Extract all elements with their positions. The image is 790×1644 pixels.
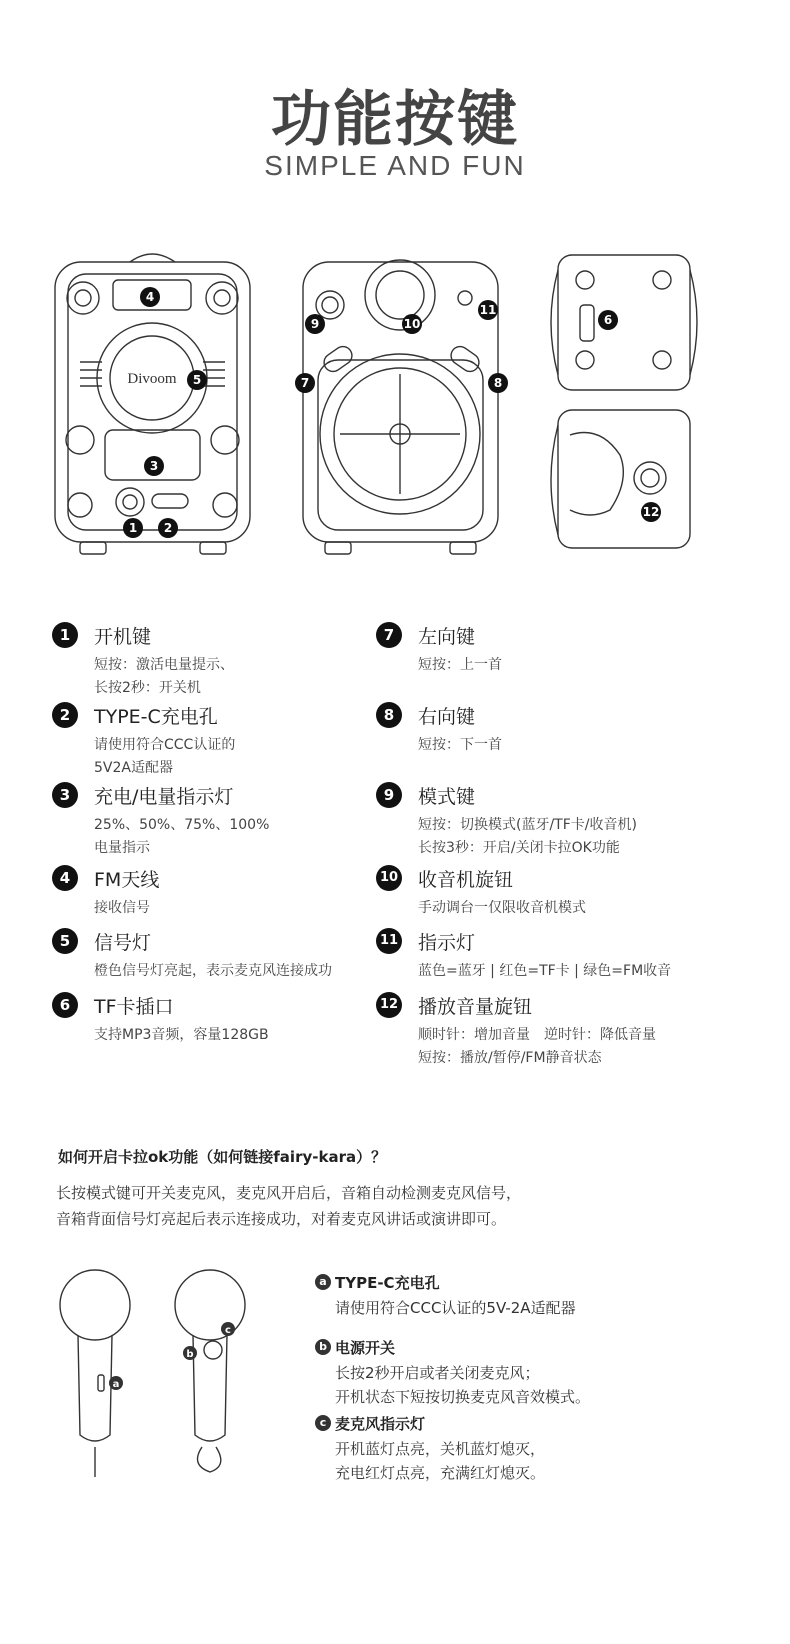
feature-desc: 蓝色=蓝牙 | 红色=TF卡 | 绿色=FM收音 [418, 963, 672, 979]
feature-desc: 手动调台一仅限收音机模式 [418, 900, 586, 916]
feature-title: TYPE-C充电孔 [94, 706, 218, 728]
feature-desc: 短按：下一首 [418, 737, 502, 753]
feature-desc: 顺时针：增加音量 逆时针：降低音量 短按：播放/暂停/FM静音状态 [418, 1027, 656, 1066]
callout-11: 11 [478, 300, 498, 320]
feature-number: 3 [52, 782, 78, 808]
feature-desc: 25%、50%、75%、100% 电量指示 [94, 817, 270, 856]
feature-title: 模式键 [418, 786, 476, 808]
mic-item-letter: c [315, 1415, 331, 1431]
callout-7: 7 [295, 373, 315, 393]
feature-title: 开机键 [94, 626, 152, 648]
mic-item-title: TYPE-C充电孔 [335, 1274, 440, 1292]
microphone-diagram [50, 1255, 300, 1505]
microphone-line-drawing [50, 1255, 300, 1505]
feature-desc: 短按：切换模式(蓝牙/TF卡/收音机) 长按3秒：开启/关闭卡拉OK功能 [418, 817, 637, 856]
mic-item-desc: 开机蓝灯点亮，关机蓝灯熄灭， 充电红灯点亮，充满红灯熄灭。 [335, 1440, 546, 1482]
feature-number: 5 [52, 928, 78, 954]
feature-desc: 请使用符合CCC认证的 5V2A适配器 [94, 737, 236, 776]
mic-item-title: 麦克风指示灯 [335, 1415, 426, 1433]
callout-2: 2 [158, 518, 178, 538]
feature-title: 充电/电量指示灯 [94, 786, 234, 808]
callout-1: 1 [123, 518, 143, 538]
karaoke-description: 长按模式键可开关麦克风，麦克风开启后，音箱自动检测麦克风信号， 音箱背面信号灯亮起后表示连接成功，对着麦克风讲话或演讲即可。 [56, 1184, 522, 1228]
feature-number: 10 [376, 865, 402, 891]
karaoke-question: 如何开启卡拉ok功能（如何链接fairy-kara）？ [58, 1148, 387, 1166]
feature-number: 4 [52, 865, 78, 891]
feature-title: 播放音量旋钮 [418, 996, 533, 1018]
callout-8: 8 [488, 373, 508, 393]
svg-text:b: b [186, 1349, 194, 1360]
mic-item-letter: a [315, 1274, 331, 1290]
feature-title: 信号灯 [94, 932, 152, 954]
feature-number: 6 [52, 992, 78, 1018]
feature-desc: 短按：激活电量提示、 长按2秒：开关机 [94, 657, 234, 696]
feature-number: 12 [376, 992, 402, 1018]
speaker-diagrams [40, 250, 750, 580]
speaker-logo: Divoom [127, 371, 177, 387]
feature-title: 右向键 [418, 706, 476, 728]
callout-4: 4 [140, 287, 160, 307]
feature-number: 7 [376, 622, 402, 648]
feature-title: TF卡插口 [94, 996, 174, 1018]
feature-title: FM天线 [94, 869, 160, 891]
feature-number: 1 [52, 622, 78, 648]
feature-title: 指示灯 [418, 932, 476, 954]
feature-number: 9 [376, 782, 402, 808]
feature-title: 收音机旋钮 [418, 869, 514, 891]
mic-item-letter: b [315, 1339, 331, 1355]
mic-item-desc: 长按2秒开启或者关闭麦克风； 开机状态下短按切换麦克风音效模式。 [335, 1364, 591, 1406]
feature-desc: 短按：上一首 [418, 657, 502, 673]
feature-title: 左向键 [418, 626, 476, 648]
mic-item-desc: 请使用符合CCC认证的5V-2A适配器 [335, 1299, 576, 1317]
mic-item-title: 电源开关 [335, 1339, 396, 1357]
callout-9: 9 [305, 314, 325, 334]
feature-number: 2 [52, 702, 78, 728]
svg-text:a: a [112, 1379, 120, 1390]
feature-desc: 橙色信号灯亮起，表示麦克风连接成功 [94, 963, 332, 979]
callout-6: 6 [598, 310, 618, 330]
svg-text:c: c [225, 1325, 231, 1336]
feature-desc: 接收信号 [94, 900, 150, 916]
page-title: 功能按键 [271, 85, 519, 155]
callout-3: 3 [144, 456, 164, 476]
callout-5: 5 [187, 370, 207, 390]
feature-number: 8 [376, 702, 402, 728]
feature-desc: 支持MP3音频，容量128GB [94, 1027, 269, 1043]
callout-12: 12 [641, 502, 661, 522]
callout-10: 10 [402, 314, 422, 334]
page-subtitle: SIMPLE AND FUN [264, 150, 526, 181]
feature-number: 11 [376, 928, 402, 954]
